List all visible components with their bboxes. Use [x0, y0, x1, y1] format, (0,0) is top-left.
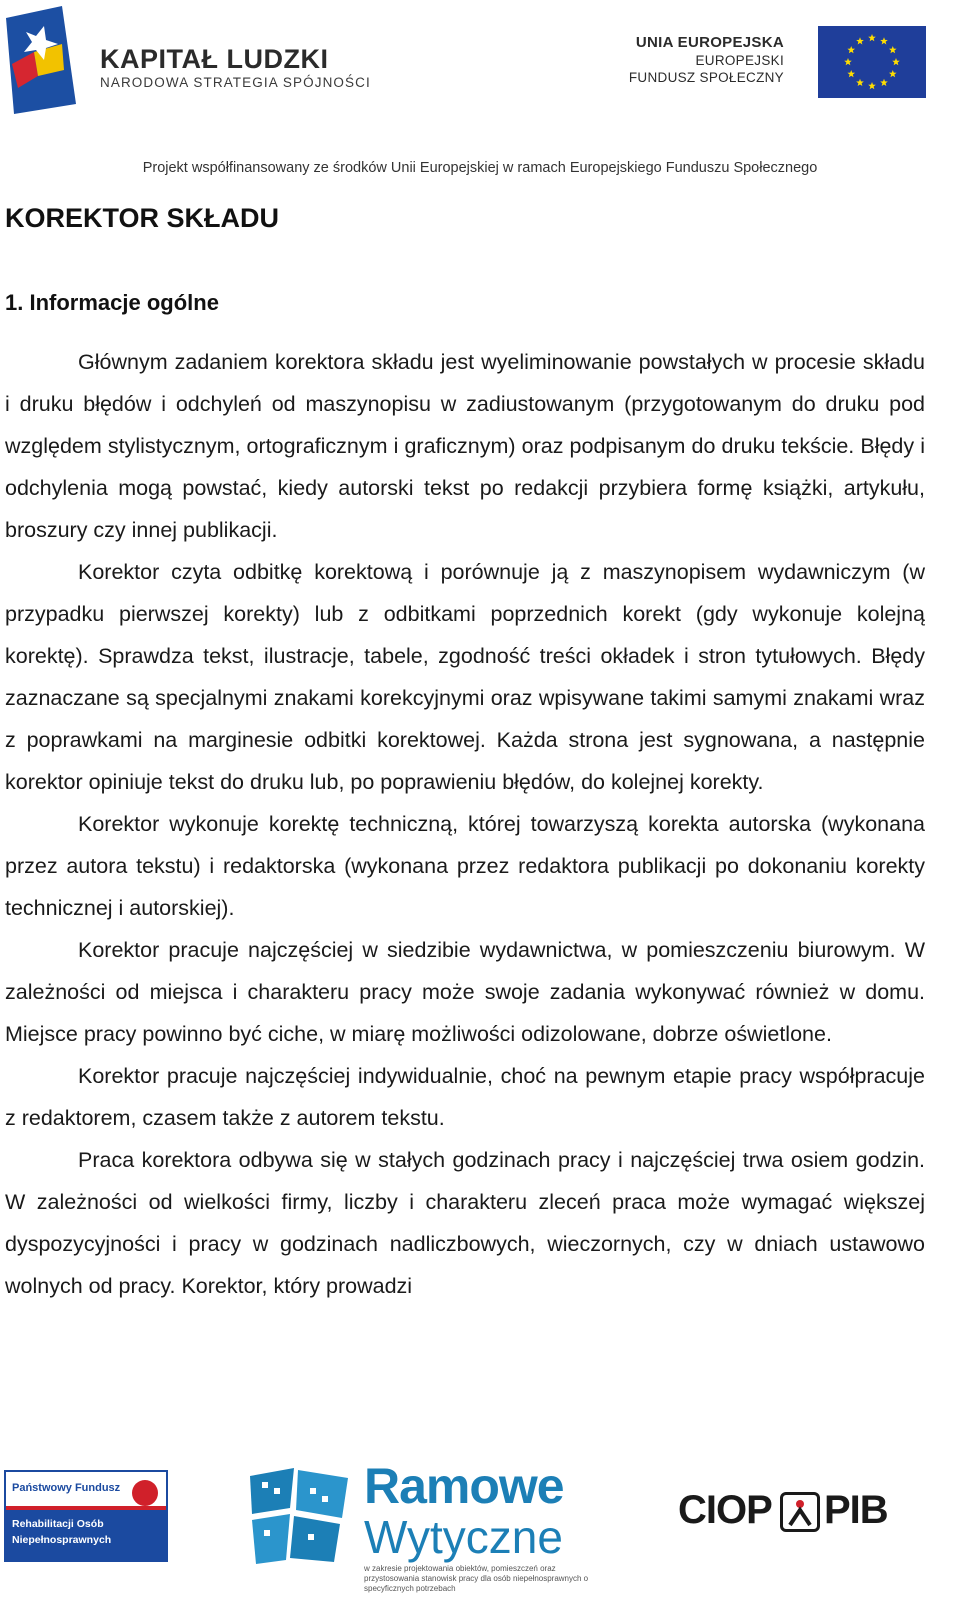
eu-line-3: FUNDUSZ SPOŁECZNY — [628, 70, 784, 85]
eu-line-1: UNIA EUROPEJSKA — [635, 34, 784, 51]
pfron-circle-icon — [132, 1480, 158, 1506]
paragraph: Korektor wykonuje korektę techniczną, której towarzyszą korekta autorska (wykonana przez autora tekstu) i redaktorska (wykonana przez redaktora publikacji po dokonaniu korekty technicznej i autorskiej). — [5, 812, 925, 920]
cofinancing-note: Projekt współfinansowany ze środków Unii Europejskiej w ramach Europejskiego Funduszu Społecznego — [142, 160, 818, 176]
wytyczne-title: Wytyczne — [364, 1511, 563, 1563]
pfron-line-1: Państwowy Fundusz — [12, 1482, 121, 1494]
paragraph: Korektor pracuje najczęściej w siedzibie wydawnictwa, w pomieszczeniu biurowym. W zależności od miejsca i charakteru pracy może swoje zadania wykonywać również w domu. Miejsce pracy powinno być ciche, w miarę możliwości odizolowane, dobrze oświetlone. — [5, 938, 925, 1046]
kapital-ludzki-text — [100, 44, 371, 92]
ciop-pib-logo — [678, 1488, 928, 1538]
pib-text: PIB — [824, 1488, 888, 1532]
kapital-ludzki-logo-icon — [4, 4, 82, 116]
kapital-ludzki-subtitle: NARODOWA STRATEGIA SPÓJNOŚCI — [100, 75, 371, 90]
eu-flag-icon — [818, 26, 926, 98]
paragraph: Korektor pracuje najczęściej indywidualnie, choć na pewnym etapie pracy współpracuje z redaktorem, czasem także z autorem tekstu. — [5, 1064, 925, 1130]
pfron-line-3: Niepełnosprawnych — [12, 1534, 112, 1546]
ciop-person-icon — [780, 1492, 820, 1532]
pfron-line-2: Rehabilitacji Osób — [12, 1518, 104, 1530]
ramowe-title: Ramowe — [364, 1458, 564, 1514]
pfron-logo — [4, 1470, 168, 1562]
ramowe-wytyczne-mark-icon — [250, 1468, 350, 1564]
page-footer — [0, 1460, 960, 1621]
paragraph: Praca korektora odbywa się w stałych godzinach pracy i najczęściej trwa osiem godzin. W zależności od wielkości firmy, liczby i charakteru zleceń praca może wymagać większej dyspozycyjności i pracy w godzinach nadliczbowych, wieczornych, czy w dniach ustawowo wolnych od pracy. Korektor, który prowadzi — [5, 1148, 925, 1298]
paragraph: Głównym zadaniem korektora składu jest wyeliminowanie powstałych w procesie składu i druku błędów i odchyleń od maszynopisu w zadiustowanym (przygotowanym do druku pod względem stylistycznym, ortograficznym i graficznym) oraz podpisanym do druku tekście. Błędy i odchylenia mogą powstać, kiedy autorski tekst po redakcji przybiera formę książki, artykułu, broszury czy innej publikacji. — [5, 350, 925, 542]
ciop-text: CIOP — [678, 1488, 772, 1532]
ramowe-wytyczne-caption: w zakresie projektowania obiektów, pomieszczeń oraz przystosowania stanowisk pracy dla osób niepełnosprawnych o specyficznych potrzebach — [364, 1564, 589, 1593]
document-title: KOREKTOR SKŁADU — [5, 203, 280, 233]
eu-line-2: EUROPEJSKI — [695, 53, 784, 68]
kapital-ludzki-title: KAPITAŁ LUDZKI — [100, 44, 329, 74]
section-heading: 1. Informacje ogólne — [5, 290, 219, 315]
eu-text-block — [629, 34, 784, 86]
paragraph: Korektor czyta odbitkę korektową i porównuje ją z maszynopisem wydawniczym (w przypadku pierwszej korekty) lub z odbitkami poprzednich korekt (gdy wykonuje kolejną korektę). Sprawdza tekst, ilustracje, tabele, zgodność treści okładek i stron tytułowych. Błędy zaznaczane są specjalnymi znakami korekcyjnymi oraz wpisywane takimi samymi znakami wraz z poprawkami na marginesie odbitki korektowej. Każda strona jest sygnowana, a następnie korektor opiniuje tekst do druku lub, po poprawieniu błędów, do kolejnej korekty. — [5, 560, 925, 794]
document-body — [5, 341, 925, 1307]
page-header — [0, 0, 960, 190]
ramowe-wytyczne-text — [364, 1460, 564, 1562]
